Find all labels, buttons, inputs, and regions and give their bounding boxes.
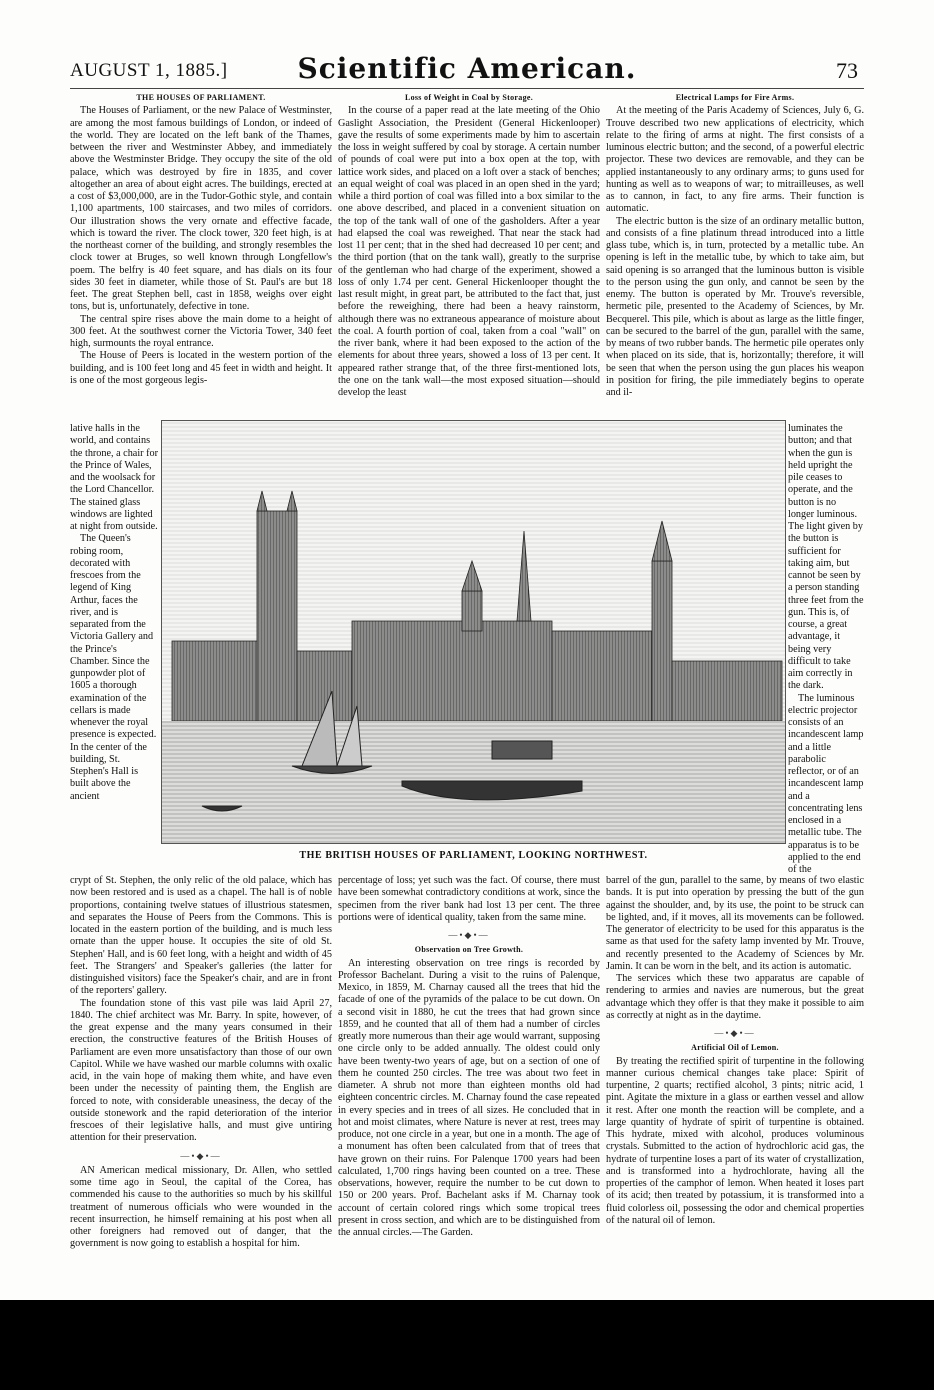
wrap-text-left <box>70 423 158 873</box>
article-heading: Observation on Tree Growth. <box>414 945 524 955</box>
article-paragraph: The foundation stone of this vast pile was laid April 27, 1840. The chief architect was Mr. Barry. In spite, however, of the great expense and the many years consumed in their erection, the constructive features of the British Houses of Parliament are even more unsatisfactory than those of our own Capitol. While we have washed our marble columns with oxalic acid, in the vain hope of making them white, and have even been under the necessity of painting them, the English are forced to note, with considerable uneasiness, the decay of the outside stonework and the rapid deterioration of the interior frescoes of their legislative halls, and must give untiring attention for their preservation. <box>70 997 332 1144</box>
article-electrical-lamps <box>606 92 864 422</box>
article-houses-continued <box>70 875 332 1295</box>
section-ornament: —•◆•— <box>180 1150 222 1161</box>
article-paragraph: The central spire rises above the main dome to a height of 300 feet. At the southwest corner the Victoria Tower, 340 feet high, surmounts the royal entrance. <box>70 313 332 349</box>
issue-date: AUGUST 1, 1885.] <box>70 60 228 81</box>
article-lamps-continued <box>606 875 864 1295</box>
article-houses-of-parliament <box>70 92 332 422</box>
article-paragraph: The electric button is the size of an ordinary metallic button, and consists of a fine platinum thread introduced into a little glass tube, which is, in turn, protected by a metallic tube. An opening is left in the metallic tube, by which to take aim, but said opening is so arranged that the luminous button is visible to the person using the gun only, and cannot be seen by the enemy. The button is operated by Mr. Trouve's reversible, hermetic pile, presented to the Academy of Sciences, by Mr. Becquerel. This pile, which is about as large as the little finger, can be secured to the barrel of the gun, parallel with the same, by means of two rubber bands. The hermetic pile operates only when placed on its side, that is, horizontally; therefore, it will be seen that when the person using the gun places his weapon in position for firing, the pile immediately begins to operate and il- <box>606 215 864 398</box>
article-heading: THE HOUSES OF PARLIAMENT. <box>136 93 266 102</box>
article-paragraph: The Houses of Parliament, or the new Palace of Westminster, are among the most famous buildings of London, or indeed of the world. They are located on the left bank of the Thames, between the river and Westminster Abbey, and immediately above the Westminster Bridge. They occupy the site of the old palace, which was destroyed by fire in 1835, and cover altogether an area of about eight acres. The buildings, erected at a cost of $3,000,000, are in the Tudor-Gothic style, and contain 1,100 apartments, 100 staircases, and two miles of corridors. Our illustration shows the very ornate and effective facade, which is toward the river. The clock tower, 320 feet high, is at the northeast corner of the building, and strongly resembles the clock tower at Bruges, so well known through Longfellow's poem. The belfry is 40 feet square, and has dials on its four sides 30 feet in diameter, while those of St. Paul's are but 18 feet. The great Stephen bell, cast in 1858, weighs over eight tons, but is, unfortunately, defective in tone. <box>70 105 332 313</box>
article-paragraph: The House of Peers is located in the western portion of the building, and is 100 feet long and 45 feet in width and height. It is one of the most gorgeous legis- <box>70 350 332 386</box>
article-paragraph: AN American medical missionary, Dr. Allen, who settled some time ago in Seoul, the capital of the Corea, has commended his cause to the authorities so much by his skillful treatment of numerous officials who were wounded in the recent insurrection, he himself remaining at his post when all other foreigners had removed out of danger, that the government is now going to establish a hospital for him. <box>70 1164 332 1250</box>
bottom-band <box>0 1300 934 1390</box>
masthead-title: Scientific American. <box>297 52 637 85</box>
wrap-paragraph: luminates the button; and that when the gun is held upright the pile ceases to operate, and the button is no longer luminous. The light given by the button is sufficient for taking aim, but cannot be seen by a person standing three feet from the gun. This is, of course, a great advantage, it being very difficult to take aim correctly in the dark. <box>788 423 864 692</box>
article-coal-storage <box>338 92 600 422</box>
article-paragraph: crypt of St. Stephen, the only relic of the old palace, which has now been restored and is used as a chapel. The hall is of noble proportions, containing twelve statues of illustrious statesmen, and separates the House of Peers from the Commons. This is located in the eastern portion of the building, and is much less ornate than the upper house. It occupies the site of old St. Stephen' Hall, and is 60 feet long, with a height and width of 45 feet. The Strangers' and Speaker's galleries (the latter for distinguished visitors) face the Speaker's chair, and are in front of the reporters' gallery. <box>70 875 332 997</box>
article-paragraph: In the course of a paper read at the late meeting of the Ohio Gaslight Association, the President (General Hickenlooper) gave the results of some experiments made by him to ascertain the loss in weight suffered by coal by storage. A certain number of pounds of coal were put into a box open at the top, with lattice work sides, and placed on a loft over a stack of benches; an equal weight of coal was placed in an open shed in the yard; while a third portion of coal was filled into a box similar to the one above described, and placed in a convenient situation on the top of the tank wall of one of the gasholders. After a year had elapsed the coal was reweighed. That near the stack had lost 11 per cent; that in the shed had decreased 10 per cent; and the third portion (that on the tank wall), greatly to the surprise of the gentleman who had charge of the experiment, showed a loss of only 1.74 per cent. General Hickenlooper thought the last result might, in great part, be attributed to the fact that, just before the reweighing, there had been a heavy rainstorm, although there was no extraneous appearance of moisture about the coal. A fourth portion of coal, taken from a coal "wall" on the river bank, where it had been exposed to the action of the elements for about three years, showed a loss of 13 per cent. It appeared rather strange that, of the three first-mentioned lots, the one on the tank wall—the most exposed situation—should develop the least <box>338 105 600 398</box>
figure-caption: THE BRITISH HOUSES OF PARLIAMENT, LOOKING NORTHWEST. <box>299 850 648 861</box>
wrap-paragraph: lative halls in the world, and contains the throne, a chair for the Prince of Wales, and the woolsack for the Lord Chancellor. The stained glass windows are lighted at night from outside. <box>70 423 158 532</box>
section-ornament: —•◆•— <box>448 930 490 940</box>
article-paragraph: By treating the rectified spirit of turpentine in the following manner curious chemical changes take place: Spirit of turpentine, 2 quarts; rectified alcohol, 3 pints; nitric acid, 1 pint. Agitate the mixture in a glass or earthen vessel and allow it rest. After one month the reaction will be complete, and a large quantity of hydrate of spirit of turpentine is obtained. This hydrate, mixed with alcohol, produces voluminous crystals. Submitted to the action of hydrochloric acid gas, the hydrate of turpentine loses a part of its water of crystallization, and is transformed into a hydrochlorate, having all the properties of the camphor of lemon. When heated it loses part of its acid; then treated by potassium, it is transformed into a fluid colorless oil, possessing the odor and chemical properties of the natural oil of lemon. <box>606 1055 864 1226</box>
article-paragraph: percentage of loss; yet such was the fact. Of course, there must have been somewhat contradictory conditions at work, since the specimen from the river bank had lost 13 per cent. The three portions were of identical quality, taken from the same mine. <box>338 875 600 923</box>
wrap-text-right <box>788 423 864 873</box>
article-paragraph: barrel of the gun, parallel to the same, by means of two elastic bands. It is put into operation by pressing the butt of the gun against the shoulder, and, by its use, the point to be struck can be lighted, and, if it moves, all its movements can be followed. The generator of electricity to be used for this apparatus is the same as that used for the safety lamp invented by Mr. Trouve, and recently presented to the Academy of Sciences by Mr. Jamin. It can be worn in the belt, and its action is automatic. <box>606 875 864 972</box>
header-rule <box>70 88 864 89</box>
article-tree-growth <box>338 875 600 1295</box>
article-heading: Electrical Lamps for Fire Arms. <box>675 93 795 102</box>
wrap-paragraph: The Queen's robing room, decorated with frescoes from the legend of King Arthur, faces the river, and is separated from the Victoria Gallery and the Prince's Chamber. Since the gunpowder plot of 1605 a thorough examination of the cellars is made whenever the royal presence is expected. In the center of the building, St. Stephen's Hall is built above the ancient <box>70 533 157 802</box>
wrap-paragraph: The luminous electric projector consists of an incandescent lamp and a little parabolic reflector, or of an incandescent lamp and a concentrating lens enclosed in a metallic tube. The apparatus is to be applied to the end of the <box>788 692 864 873</box>
article-paragraph: The services which these two apparatus are capable of rendering to armies and navies are numerous, but the great advantage which they offer is that they make it possible to aim as correctly at night as in the daytime. <box>606 973 864 1021</box>
article-paragraph: At the meeting of the Paris Academy of Sciences, July 6, G. Trouve described two new applications of electricity, which relate to the firing of arms at night. The first consists of a luminous electric button; and the second, of a powerful electric projector. These two devices are removable, and they can be applied instantaneously to any ordinary arms; to guns used for hunting as well as to weapons of war; to mitrailleuses, as well as to cannon, in fact, to any fire arms. Their function is automatic. <box>606 105 864 215</box>
section-ornament: —•◆•— <box>714 1028 756 1038</box>
article-paragraph: An interesting observation on tree rings is recorded by Professor Bachelant. During a visit to the ruins of Palenque, Mexico, in 1859, M. Charnay caused all the trees that hid the facade of one of the pyramids of the palace to be cut down. On a second visit in 1880, he cut the trees that had grown since 1859, and he counted that all of them had a number of circles greatly more numerous than their age would warrant, supposing one circle only to be added annually. The oldest could only have been twenty-two years of age, but on a section of one of them he counted 250 circles. The tree was about two feet in diameter. A shrub not more than eighteen months old had eighteen concentric circles. M. Charnay found the case repeated in every species and in trees of all sizes. He concluded that in hot and moist climates, where Nature is never at rest, trees may produce, not one circle in a year, but one in a month. The age of a monument has often been calculated from that of trees that have grown on their ruins. For Palenque 1700 years had been calculated, 1,700 rings having been counted on a tree. These observations, however, require the number to be cut down to 150 or 200 years. Prof. Bachelant asks if M. Charnay took account of certain colored rings which some tropical trees present in cross section, and which are to be distinguished from the annual circles.—The Garden. <box>338 957 600 1238</box>
page-number: 73 <box>836 58 858 83</box>
engraving-illustration <box>162 421 785 843</box>
article-heading: Artificial Oil of Lemon. <box>691 1043 779 1053</box>
article-heading: Loss of Weight in Coal by Storage. <box>404 93 534 102</box>
parliament-engraving <box>161 420 786 844</box>
